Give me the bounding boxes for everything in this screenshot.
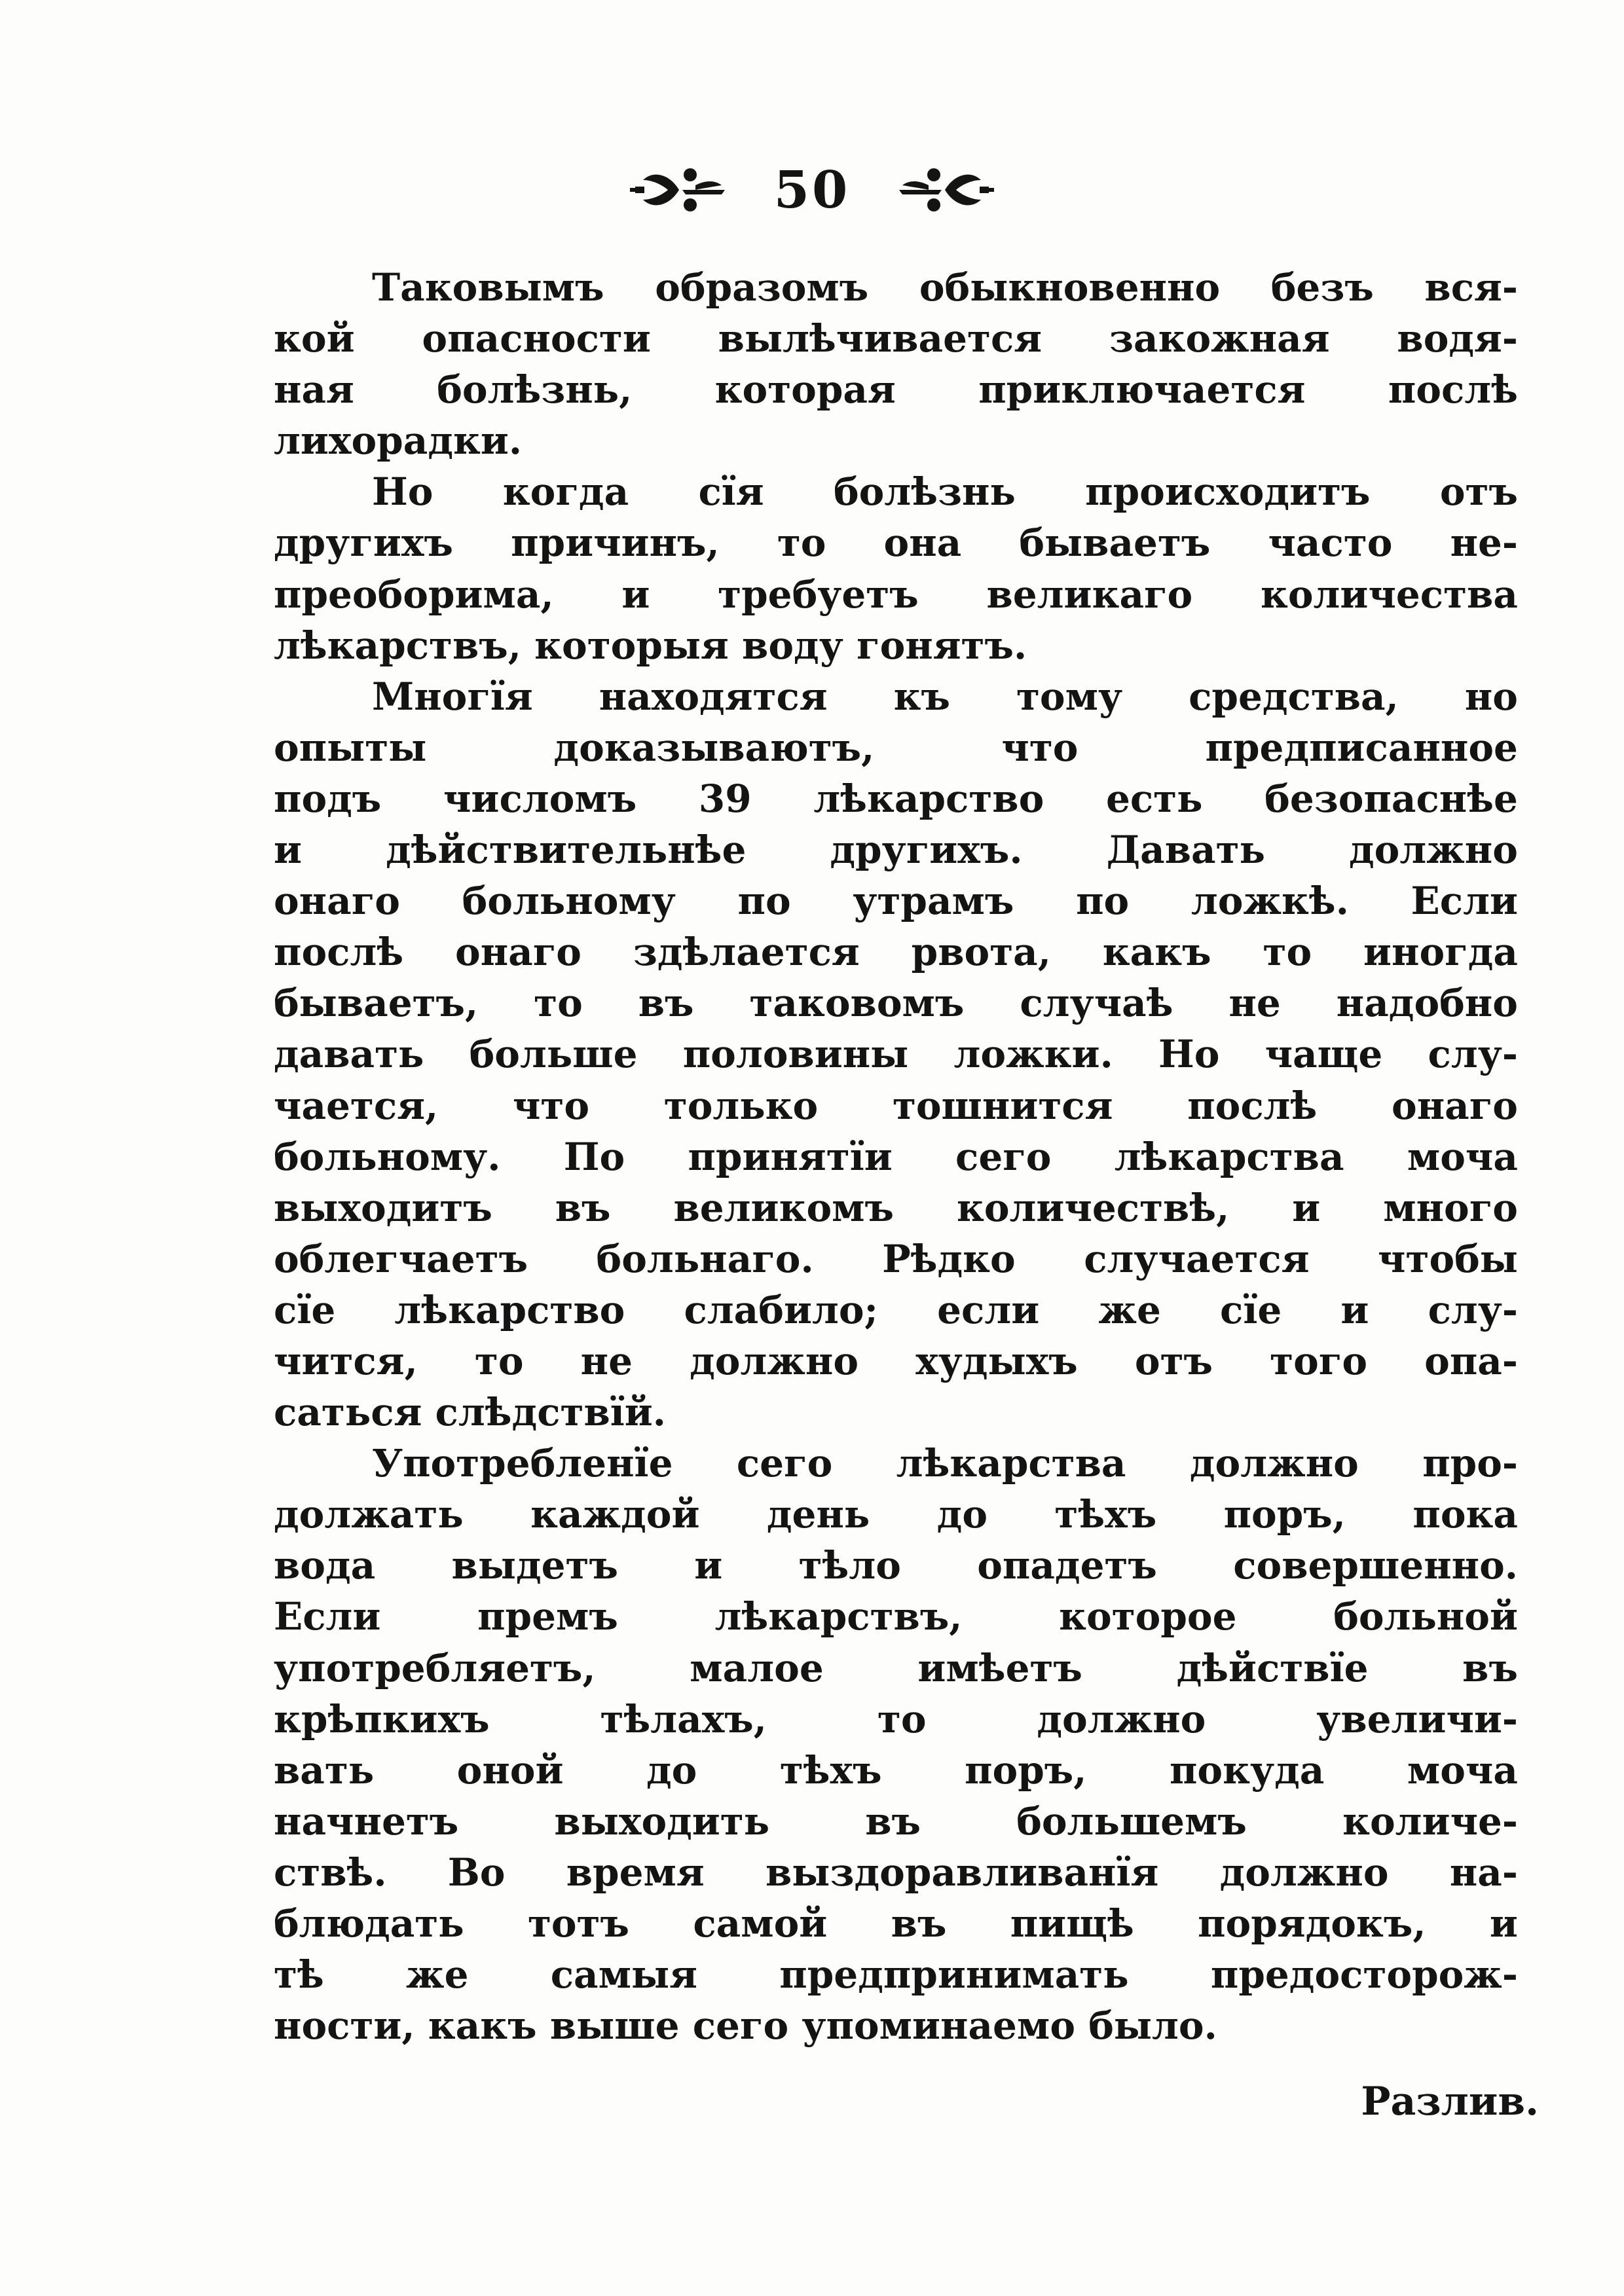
- text-line: больному. По принятїи сего лѣкарства моча: [274, 1134, 1518, 1179]
- text-line: тѣ же самыя предпринимать предосторож-: [274, 1952, 1518, 1997]
- text-line: сїе лѣкарство слабило; если же сїе и слу-: [274, 1287, 1518, 1332]
- text-line: послѣ онаго здѣлается рвота, какъ то иногда: [274, 930, 1518, 975]
- text-line: Таковымъ образомъ обыкновенно безъ вся-: [372, 265, 1518, 310]
- paragraph: [274, 262, 1518, 466]
- text-line: облегчаетъ больнаго. Рѣдко случается чтобы: [274, 1236, 1518, 1281]
- text-line: лихорадки.: [274, 418, 523, 464]
- text-line: саться слѣдствїй.: [274, 1390, 667, 1435]
- text-line: вода выдетъ и тѣло опадетъ совершенно.: [274, 1543, 1518, 1588]
- text-line: бываетъ, то въ таковомъ случаѣ не надобно: [274, 981, 1518, 1026]
- page-header: [0, 154, 1624, 226]
- text-line: ствѣ. Во время выздоравливанїя должно на-: [274, 1850, 1518, 1895]
- text-line: Но когда сїя болѣзнь происходитъ отъ: [372, 469, 1518, 515]
- text-line: должать каждой день до тѣхъ поръ, пока: [274, 1492, 1518, 1537]
- text-line: кой опасности вылѣчивается закожная водя-: [274, 316, 1518, 361]
- text-line: чится, то не должно худыхъ отъ того опа-: [274, 1338, 1518, 1383]
- text-line: ности, какъ выше сего упоминаемо было.: [274, 2003, 1217, 2049]
- catchword: Разлив.: [1361, 2079, 1539, 2124]
- text-line: опыты доказываютъ, что предписанное: [274, 725, 1518, 770]
- text-line: и дѣйствительнѣе другихъ. Давать должно: [274, 828, 1518, 873]
- text-line: лѣкарствъ, которыя воду гонятъ.: [274, 623, 1027, 668]
- fleuron-left-icon: [630, 160, 728, 219]
- text-line: крѣпкихъ тѣлахъ, то должно увеличи-: [274, 1696, 1518, 1741]
- text-line: вать оной до тѣхъ поръ, покуда моча: [274, 1747, 1518, 1793]
- text-line: онаго больному по утрамъ по ложкѣ. Если: [274, 879, 1518, 924]
- text-line: другихъ причинъ, то она бываетъ часто не-: [274, 520, 1518, 566]
- text-line: употребляетъ, малое имѣетъ дѣйствїе въ: [274, 1645, 1518, 1690]
- text-line: Если премъ лѣкарствъ, которое больной: [274, 1594, 1518, 1639]
- text-line: блюдать тотъ самой въ пищѣ порядокъ, и: [274, 1901, 1518, 1946]
- text-line: начнетъ выходить въ большемъ количе-: [274, 1798, 1518, 1844]
- text-line: чается, что только тошнится послѣ онаго: [274, 1083, 1518, 1128]
- body-text: [274, 262, 1518, 2051]
- text-line: давать больше половины ложки. Но чаще слу-: [274, 1032, 1518, 1077]
- text-line: подъ числомъ 39 лѣкарство есть безопаснѣе: [274, 776, 1518, 821]
- paragraph: [274, 1438, 1518, 2051]
- text-line: преоборима, и требуетъ великаго количества: [274, 572, 1518, 617]
- text-line: ная болѣзнь, которая приключается послѣ: [274, 367, 1518, 412]
- paragraph: [274, 466, 1518, 670]
- text-line: выходитъ въ великомъ количествѣ, и много: [274, 1185, 1518, 1230]
- page-number: 50: [773, 160, 851, 220]
- text-line: Употребленїе сего лѣкарства должно про-: [372, 1441, 1518, 1486]
- paragraph: [274, 671, 1518, 1438]
- text-line: Многїя находятся къ тому средства, но: [372, 674, 1518, 719]
- fleuron-right-icon: [896, 160, 994, 219]
